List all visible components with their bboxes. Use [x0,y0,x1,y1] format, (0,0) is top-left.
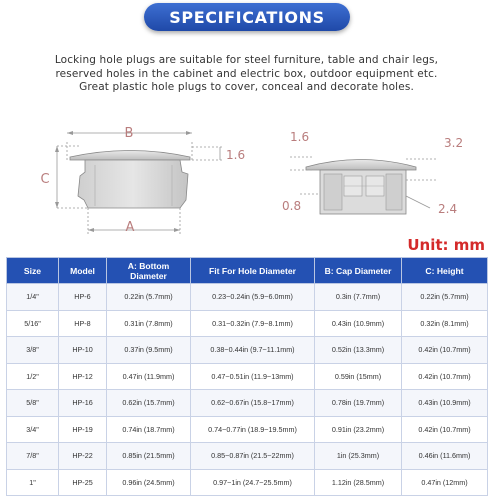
cell-bottom-diameter: 0.47in (11.9mm) [107,363,191,390]
cell-fit-hole: 0.62~0.67in (15.8~17mm) [191,390,315,417]
cell-cap-diameter: 0.52in (13.3mm) [315,337,402,364]
cell-cap-diameter: 1in (25.3mm) [315,443,402,470]
unit-label: Unit: mm [407,236,485,254]
header-cap-diameter: B: Cap Diameter [315,258,402,284]
cell-size: 5/16" [7,310,59,337]
table-row [7,310,488,337]
description-line-3: Great plastic hole plugs to cover, conceal and decorate holes. [79,81,414,93]
cell-fit-hole: 0.38~0.44in (9.7~11.1mm) [191,337,315,364]
cell-fit-hole: 0.47~0.51in (11.9~13mm) [191,363,315,390]
label-3-2: 3.2 [444,136,464,150]
cell-model: HP-12 [59,363,107,390]
cell-model: HP-19 [59,416,107,443]
table-row [7,363,488,390]
banner-title: SPECIFICATIONS [169,7,325,27]
cell-cap-diameter: 1.12in (28.5mm) [315,469,402,496]
cell-bottom-diameter: 0.31in (7.8mm) [107,310,191,337]
cell-height: 0.32in (8.1mm) [402,310,488,337]
table-header-row [7,258,488,284]
cell-bottom-diameter: 0.62in (15.7mm) [107,390,191,417]
cell-model: HP-22 [59,443,107,470]
header-bottom-diameter: A: Bottom Diameter [107,258,191,284]
cell-height: 0.22in (5.7mm) [402,284,488,311]
cell-cap-diameter: 0.91in (23.2mm) [315,416,402,443]
cell-fit-hole: 0.23~0.24in (5.9~6.0mm) [191,284,315,311]
cell-model: HP-16 [59,390,107,417]
right-plug-drawing [282,130,463,216]
cell-fit-hole: 0.85~0.87in (21.5~22mm) [191,443,315,470]
cell-size: 1/2" [7,363,59,390]
cell-height: 0.46in (11.6mm) [402,443,488,470]
spec-table [6,257,488,496]
description-line-1: Locking hole plugs are suitable for steel furniture, table and chair legs, [54,54,439,66]
header-model: Model [59,258,107,284]
cell-size: 5/8" [7,390,59,417]
cell-height: 0.42in (10.7mm) [402,416,488,443]
cell-fit-hole: 0.31~0.32in (7.9~8.1mm) [191,310,315,337]
label-left-1-6: 1.6 [226,148,246,162]
left-plug-drawing [40,126,245,235]
cell-size: 7/8" [7,443,59,470]
label-a: A [125,220,135,235]
cell-bottom-diameter: 0.22in (5.7mm) [107,284,191,311]
description [0,54,493,95]
cell-fit-hole: 0.97~1in (24.7~25.5mm) [191,469,315,496]
cell-height: 0.42in (10.7mm) [402,363,488,390]
specifications-banner [144,3,350,31]
table-row [7,390,488,417]
cell-size: 3/8" [7,337,59,364]
cell-cap-diameter: 0.59in (15mm) [315,363,402,390]
cell-model: HP-25 [59,469,107,496]
cell-bottom-diameter: 0.74in (18.7mm) [107,416,191,443]
header-size: Size [7,258,59,284]
cell-size: 3/4" [7,416,59,443]
label-2-4: 2.4 [438,202,458,216]
cell-model: HP-10 [59,337,107,364]
table-row [7,469,488,496]
plug-diagram [0,110,493,240]
cell-height: 0.47in (12mm) [402,469,488,496]
cell-size: 1/4" [7,284,59,311]
cell-fit-hole: 0.74~0.77in (18.9~19.5mm) [191,416,315,443]
header-fit-hole-diameter: Fit For Hole Diameter [191,258,315,284]
table-row [7,416,488,443]
table-row [7,337,488,364]
cell-bottom-diameter: 0.85in (21.5mm) [107,443,191,470]
label-b: B [124,126,134,141]
cell-cap-diameter: 0.3in (7.7mm) [315,284,402,311]
cell-bottom-diameter: 0.96in (24.5mm) [107,469,191,496]
cell-model: HP-8 [59,310,107,337]
table-row [7,443,488,470]
cell-cap-diameter: 0.78in (19.7mm) [315,390,402,417]
cell-size: 1" [7,469,59,496]
cell-bottom-diameter: 0.37in (9.5mm) [107,337,191,364]
cell-height: 0.42in (10.7mm) [402,337,488,364]
label-0-8: 0.8 [282,199,302,213]
table-row [7,284,488,311]
description-line-2: reserved holes in the cabinet and electric box, outdoor equipment etc. [55,67,438,80]
cell-model: HP-6 [59,284,107,311]
cell-height: 0.43in (10.9mm) [402,390,488,417]
label-c: C [40,172,50,187]
label-right-1-6: 1.6 [290,130,310,144]
header-height: C: Height [402,258,488,284]
cell-cap-diameter: 0.43in (10.9mm) [315,310,402,337]
